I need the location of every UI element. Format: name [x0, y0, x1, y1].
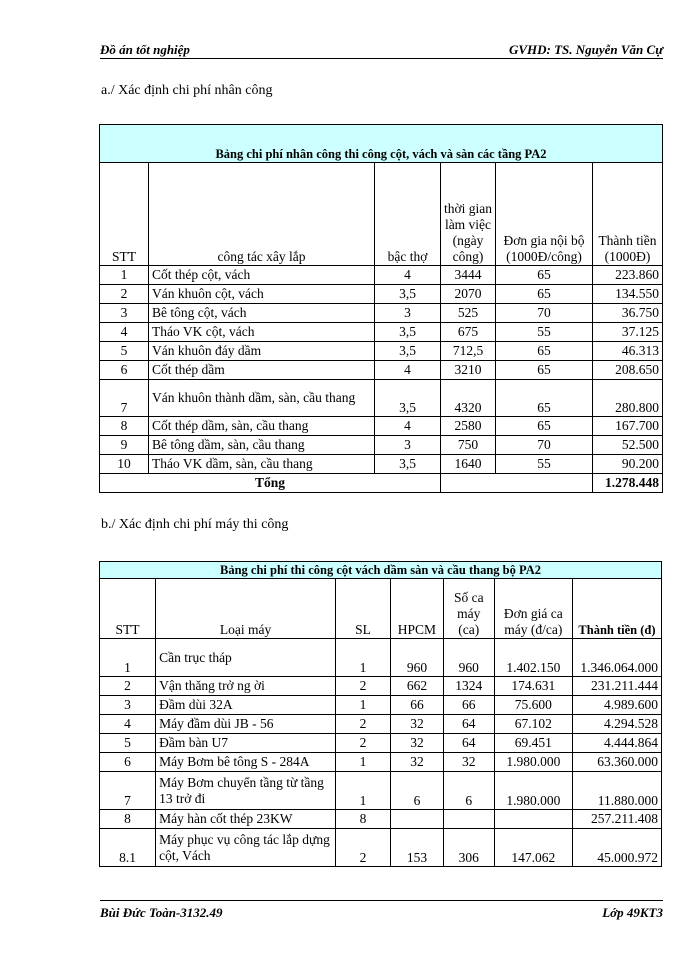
amount-cell: 1.346.064.000	[572, 639, 661, 677]
machine-table-header-row	[100, 579, 662, 639]
col-header-machine: Loại máy	[156, 579, 336, 639]
unit-price-cell: 1.980.000	[494, 772, 572, 810]
amount-cell: 63.360.000	[572, 753, 661, 772]
unit-price-cell: 69.451	[494, 734, 572, 753]
machine-table-row	[100, 715, 662, 734]
header-left: Đồ án tốt nghiệp	[100, 42, 190, 57]
amount-cell: 36.750	[593, 304, 663, 323]
hpcm-cell: 32	[390, 715, 443, 734]
amount-cell: 231.211.444	[572, 677, 661, 696]
work-days-cell: 2580	[441, 417, 496, 436]
hpcm-cell: 6	[390, 772, 443, 810]
stt-cell: 7	[100, 772, 156, 810]
stt-cell: 10	[100, 455, 149, 474]
quantity-cell: 1	[335, 639, 390, 677]
labor-table-row	[100, 266, 663, 285]
labor-table-row	[100, 323, 663, 342]
unit-price-cell: 174.631	[494, 677, 572, 696]
machine-table-row	[100, 696, 662, 715]
grade-cell: 3,5	[375, 323, 441, 342]
machine-table-row	[100, 677, 662, 696]
col-header-unit-price: Đơn giá ca máy (đ/ca)	[494, 579, 572, 639]
labor-table-row	[100, 304, 663, 323]
amount-cell: 90.200	[593, 455, 663, 474]
work-item-cell: Cốt thép cột, vách	[149, 266, 375, 285]
col-header-unit-price: Đơn gia nội bộ (1000Đ/công)	[496, 163, 593, 266]
col-header-work: công tác xây lắp	[149, 163, 375, 266]
machine-name-cell: Máy Bơm chuyển tầng từ tầng 13 trở đi	[156, 772, 336, 810]
grade-cell: 4	[375, 266, 441, 285]
labor-table-body	[100, 266, 663, 474]
work-days-cell: 4320	[441, 380, 496, 417]
col-header-shifts: Số ca máy (ca)	[443, 579, 494, 639]
hpcm-cell: 153	[390, 829, 443, 867]
quantity-cell: 2	[335, 734, 390, 753]
work-days-cell: 712,5	[441, 342, 496, 361]
stt-cell: 1	[100, 266, 149, 285]
hpcm-cell	[390, 810, 443, 829]
col-header-stt: STT	[100, 579, 156, 639]
shifts-cell: 64	[443, 734, 494, 753]
unit-price-cell: 67.102	[494, 715, 572, 734]
footer-right: Lớp 49KT3	[602, 905, 663, 920]
grade-cell: 3,5	[375, 455, 441, 474]
hpcm-cell: 662	[390, 677, 443, 696]
shifts-cell: 64	[443, 715, 494, 734]
labor-table-row	[100, 285, 663, 304]
unit-price-cell	[494, 810, 572, 829]
unit-price-cell: 65	[496, 266, 593, 285]
quantity-cell: 1	[335, 696, 390, 715]
unit-price-cell: 70	[496, 304, 593, 323]
amount-cell: 223.860	[593, 266, 663, 285]
machine-name-cell: Vận thăng trở ng ời	[156, 677, 336, 696]
grade-cell: 4	[375, 417, 441, 436]
hpcm-cell: 960	[390, 639, 443, 677]
grade-cell: 3,5	[375, 285, 441, 304]
grade-cell: 3,5	[375, 342, 441, 361]
unit-price-cell: 65	[496, 285, 593, 304]
unit-price-cell: 55	[496, 455, 593, 474]
total-value: 1.278.448	[593, 474, 663, 493]
work-item-cell: Bê tông dầm, sàn, cầu thang	[149, 436, 375, 455]
unit-price-cell: 147.062	[494, 829, 572, 867]
hpcm-cell: 32	[390, 753, 443, 772]
machine-name-cell: Đầm dùi 32A	[156, 696, 336, 715]
amount-cell: 134.550	[593, 285, 663, 304]
unit-price-cell: 65	[496, 417, 593, 436]
amount-cell: 37.125	[593, 323, 663, 342]
labor-table-title-row	[100, 125, 663, 163]
shifts-cell	[443, 810, 494, 829]
page-header	[100, 42, 663, 59]
footer-left: Bùi Đức Toàn-3132.49	[100, 905, 223, 920]
unit-price-cell: 55	[496, 323, 593, 342]
amount-cell: 280.800	[593, 380, 663, 417]
quantity-cell: 1	[335, 753, 390, 772]
shifts-cell: 6	[443, 772, 494, 810]
grade-cell: 3,5	[375, 380, 441, 417]
amount-cell: 4.294.528	[572, 715, 661, 734]
stt-cell: 4	[100, 323, 149, 342]
labor-cost-table	[99, 124, 663, 493]
machine-table-row	[100, 810, 662, 829]
labor-table-row	[100, 342, 663, 361]
amount-cell: 208.650	[593, 361, 663, 380]
labor-table-row	[100, 361, 663, 380]
amount-cell: 167.700	[593, 417, 663, 436]
section-a-heading: a./ Xác định chi phí nhân công	[101, 83, 273, 98]
work-days-cell: 2070	[441, 285, 496, 304]
machine-table-row	[100, 639, 662, 677]
work-item-cell: Cốt thép dầm, sàn, cầu thang	[149, 417, 375, 436]
machine-table-row	[100, 734, 662, 753]
stt-cell: 3	[100, 696, 156, 715]
machine-table-title: Bảng chi phí thi công cột vách dầm sàn và cầu thang bộ PA2	[100, 562, 662, 579]
quantity-cell: 2	[335, 677, 390, 696]
machine-table-row	[100, 753, 662, 772]
work-item-cell: Tháo VK dầm, sàn, cầu thang	[149, 455, 375, 474]
stt-cell: 2	[100, 285, 149, 304]
work-days-cell: 525	[441, 304, 496, 323]
grade-cell: 4	[375, 361, 441, 380]
labor-table-row	[100, 436, 663, 455]
stt-cell: 6	[100, 361, 149, 380]
work-days-cell: 675	[441, 323, 496, 342]
total-empty-cell	[441, 474, 593, 493]
machine-name-cell: Máy hàn cốt thép 23KW	[156, 810, 336, 829]
col-header-qty: SL	[335, 579, 390, 639]
labor-table-row	[100, 455, 663, 474]
stt-cell: 1	[100, 639, 156, 677]
unit-price-cell: 65	[496, 342, 593, 361]
hpcm-cell: 66	[390, 696, 443, 715]
unit-price-cell: 1.980.000	[494, 753, 572, 772]
amount-cell: 45.000.972	[572, 829, 661, 867]
shifts-cell: 66	[443, 696, 494, 715]
amount-cell: 11.880.000	[572, 772, 661, 810]
work-item-cell: Bê tông cột, vách	[149, 304, 375, 323]
grade-cell: 3	[375, 436, 441, 455]
stt-cell: 8.1	[100, 829, 156, 867]
stt-cell: 9	[100, 436, 149, 455]
machine-table-body	[100, 639, 662, 867]
shifts-cell: 1324	[443, 677, 494, 696]
shifts-cell: 960	[443, 639, 494, 677]
work-days-cell: 3210	[441, 361, 496, 380]
machine-table-row	[100, 772, 662, 810]
shifts-cell: 306	[443, 829, 494, 867]
stt-cell: 4	[100, 715, 156, 734]
quantity-cell: 8	[335, 810, 390, 829]
stt-cell: 6	[100, 753, 156, 772]
stt-cell: 5	[100, 734, 156, 753]
machine-name-cell: Máy Bơm bê tông S - 284A	[156, 753, 336, 772]
amount-cell: 52.500	[593, 436, 663, 455]
col-header-grade: bậc thợ	[375, 163, 441, 266]
col-header-amount: Thành tiền (đ)	[572, 579, 661, 639]
col-header-time: thời gian làm việc (ngày công)	[441, 163, 496, 266]
machine-table-row	[100, 829, 662, 867]
work-item-cell: Ván khuôn đáy dầm	[149, 342, 375, 361]
hpcm-cell: 32	[390, 734, 443, 753]
machine-name-cell: Cần trục tháp	[156, 639, 336, 677]
header-right: GVHD: TS. Nguyễn Văn Cự	[508, 42, 663, 57]
total-label: Tổng	[100, 474, 441, 493]
col-header-stt: STT	[100, 163, 149, 266]
unit-price-cell: 70	[496, 436, 593, 455]
machine-name-cell: Đầm bàn U7	[156, 734, 336, 753]
page-footer	[100, 900, 663, 921]
labor-table-row	[100, 417, 663, 436]
quantity-cell: 2	[335, 715, 390, 734]
work-days-cell: 750	[441, 436, 496, 455]
stt-cell: 2	[100, 677, 156, 696]
unit-price-cell: 1.402.150	[494, 639, 572, 677]
quantity-cell: 1	[335, 772, 390, 810]
work-item-cell: Tháo VK cột, vách	[149, 323, 375, 342]
work-item-cell: Ván khuôn cột, vách	[149, 285, 375, 304]
quantity-cell: 2	[335, 829, 390, 867]
stt-cell: 7	[100, 380, 149, 417]
amount-cell: 46.313	[593, 342, 663, 361]
section-b-heading: b./ Xác định chi phí máy thi công	[101, 517, 289, 532]
machine-name-cell: Máy phục vụ công tác lắp dựng cột, Vách	[156, 829, 336, 867]
amount-cell: 4.989.600	[572, 696, 661, 715]
labor-table-total-row	[100, 474, 663, 493]
machine-cost-table	[99, 561, 662, 867]
machine-name-cell: Máy đầm dùi JB - 56	[156, 715, 336, 734]
col-header-hpcm: HPCM	[390, 579, 443, 639]
labor-table-row	[100, 380, 663, 417]
work-days-cell: 3444	[441, 266, 496, 285]
stt-cell: 5	[100, 342, 149, 361]
unit-price-cell: 65	[496, 361, 593, 380]
amount-cell: 257.211.408	[572, 810, 661, 829]
unit-price-cell: 65	[496, 380, 593, 417]
stt-cell: 8	[100, 417, 149, 436]
work-days-cell: 1640	[441, 455, 496, 474]
labor-table-title: Bảng chi phí nhân công thi công cột, vách và sàn các tầng PA2	[100, 125, 663, 163]
machine-table-title-row	[100, 562, 662, 579]
work-item-cell: Cốt thép dầm	[149, 361, 375, 380]
unit-price-cell: 75.600	[494, 696, 572, 715]
col-header-amount: Thành tiền (1000Đ)	[593, 163, 663, 266]
grade-cell: 3	[375, 304, 441, 323]
stt-cell: 8	[100, 810, 156, 829]
amount-cell: 4.444.864	[572, 734, 661, 753]
shifts-cell: 32	[443, 753, 494, 772]
labor-table-header-row	[100, 163, 663, 266]
stt-cell: 3	[100, 304, 149, 323]
work-item-cell: Ván khuôn thành dầm, sàn, cầu thang	[149, 380, 375, 417]
